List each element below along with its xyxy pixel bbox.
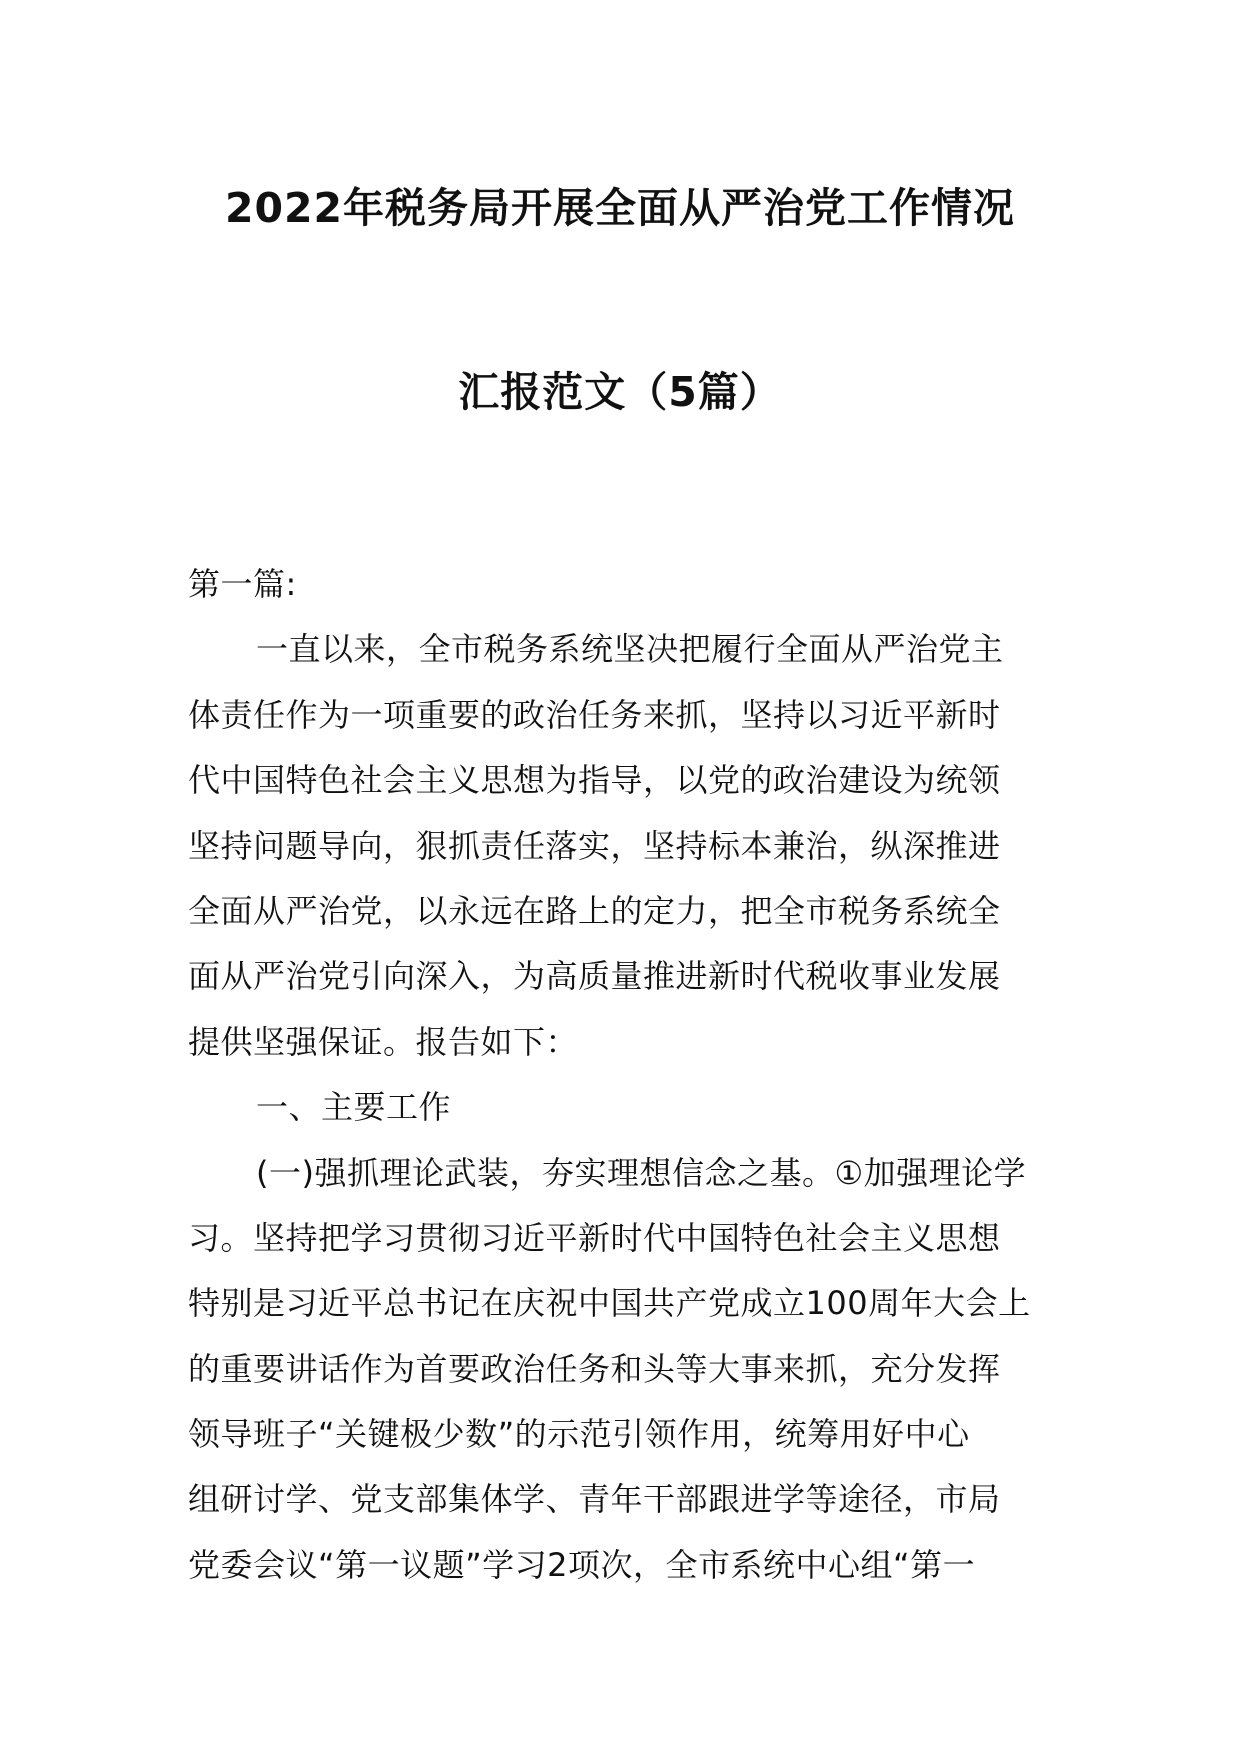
document-body — [188, 552, 1068, 1598]
body-line: (一)强抓理论武装，夯实理想信念之基。①加强理论学 — [256, 1153, 1027, 1192]
body-line: 代中国特色社会主义思想为指导，以党的政治建设为统领 — [188, 761, 1001, 800]
document-title-line-1: 2022年税务局开展全面从严治党工作情况 — [224, 184, 1016, 232]
document-title-line-2: 汇报范文（5篇） — [458, 368, 782, 416]
body-line: 面从严治党引向深入，为高质量推进新时代税收事业发展 — [188, 957, 1001, 996]
body-line: 一直以来，全市税务系统坚决把履行全面从严治党主 — [256, 630, 1004, 669]
body-line: 全面从严治党，以永远在路上的定力，把全市税务系统全 — [188, 891, 1001, 930]
body-line: 组研讨学、党支部集体学、青年干部跟进学等途径，市局 — [188, 1480, 1001, 1519]
body-line: 特别是习近平总书记在庆祝中国共产党成立100周年大会上 — [188, 1284, 1031, 1323]
section-heading: 第一篇: — [188, 565, 297, 603]
body-line: 的重要讲话作为首要政治任务和头等大事来抓，充分发挥 — [188, 1349, 1001, 1388]
body-line: 领导班子“关键极少数”的示范引领作用，统筹用好中心 — [188, 1415, 970, 1454]
subheading: 一、主要工作 — [256, 1088, 452, 1127]
body-line: 习。坚持把学习贯彻习近平新时代中国特色社会主义思想 — [188, 1218, 1001, 1257]
body-line: 体责任作为一项重要的政治任务来抓，坚持以习近平新时 — [188, 695, 1001, 734]
body-line: 坚持问题导向，狠抓责任落实，坚持标本兼治，纵深推进 — [188, 826, 1001, 865]
body-line: 提供坚强保证。报告如下： — [188, 1022, 579, 1061]
body-line: 党委会议“第一议题”学习2项次，全市系统中心组“第一 — [188, 1545, 976, 1584]
